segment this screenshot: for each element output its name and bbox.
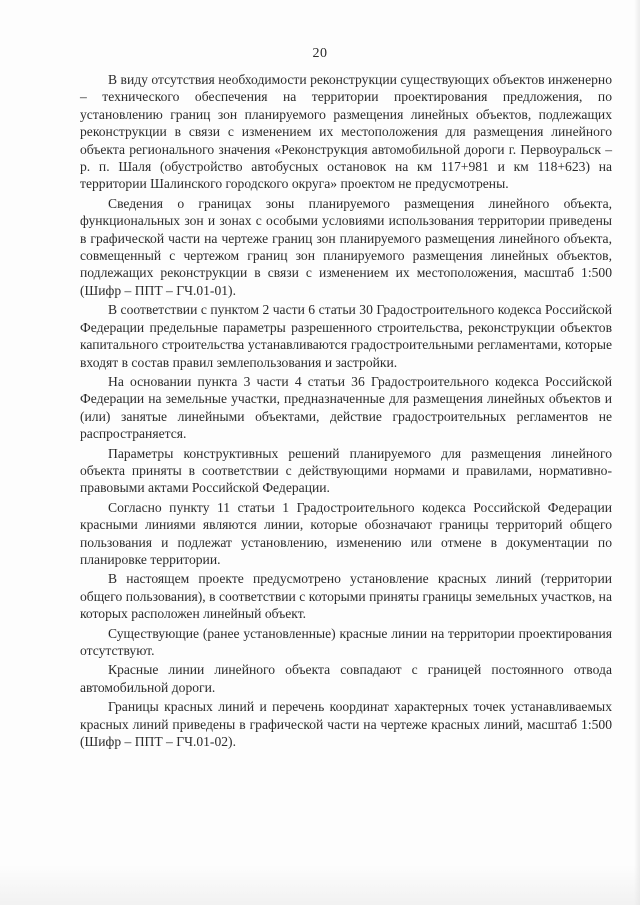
paragraph-red-lines-definition: Согласно пункту 11 статьи 1 Градостроительного кодекса Российской Федерации красными линиями являются линии, которые обозначают границы территорий общего пользования и подлежат установлению, изменению или отмене в документации по планировке территории. — [80, 499, 612, 567]
paragraph-zone-boundaries: Сведения о границах зоны планируемого размещения линейного объекта, функциональных зон и зонах с особыми условиями использования территории приведены в графической части на чертеже границ зон планируемого размещения линейного объекта, совмещенный с чертежом границ зон планируемого размещения линейных объектов, подлежащих реконструкции в связи с изменением их местоположения, масштаб 1:500 (Шифр – ППТ – ГЧ.01-01). — [80, 195, 612, 298]
paragraph-construction-parameters: В соответствии с пунктом 2 части 6 статьи 30 Градостроительного кодекса Российской Федерации предельные параметры разрешенного строительства, реконструкции объектов капитального строительства устанавливаются градостроительными регламентами, которые входят в состав правил землепользования и застройки. — [80, 302, 612, 370]
scan-bottom-shading — [0, 865, 640, 905]
page-number: 20 — [312, 46, 328, 61]
paragraph-red-lines-coordinates: Границы красных линий и перечень координат характерных точек устанавливаемых красных линий приведены в графической части на чертеже красных линий, масштаб 1:500 (Шифр – ППТ – ГЧ.01-02). — [80, 699, 612, 750]
paragraph-regulations-not-applied: На основании пункта 3 части 4 статьи 36 Градостроительного кодекса Российской Федерации на земельные участки, предназначенные для размещения линейных объектов и (или) занятые линейными объектами, действие градостроительных регламентов не распространяется. — [80, 373, 612, 442]
paragraph-red-lines-established: В настоящем проекте предусмотрено установление красных линий (территории общего пользования), в соответствии с которыми приняты границы земельных участков, на которых расположен линейный объект. — [80, 571, 612, 622]
paragraph-reconstruction-absence: В виду отсутствия необходимости реконструкции существующих объектов инженерно – технического обеспечения на территории проектирования предложения, по установлению границ зон планируемого размещения линейных объектов, подлежащих реконструкции в связи с изменением их местоположения для размещения линейного объекта регионального значения «Реконструкция автомобильной дороги г. Первоуральск – р. п. Шаля (обустройство автобусных остановок на км 117+981 и км 118+623) на территории Шалинского городского округа» проектом не предусмотрены. — [80, 72, 612, 192]
scan-edge-shading — [634, 0, 640, 905]
paragraph-existing-red-lines: Существующие (ранее установленные) красные линии на территории проектирования отсутствуют. — [80, 625, 612, 658]
document-body — [80, 71, 612, 750]
paragraph-red-lines-coincide: Красные линии линейного объекта совпадают с границей постоянного отвода автомобильной дороги. — [80, 662, 612, 695]
paragraph-design-parameters: Параметры конструктивных решений планируемого для размещения линейного объекта приняты в соответствии с действующими нормами и правилами, нормативно-правовыми актами Российской Федерации. — [80, 445, 612, 496]
